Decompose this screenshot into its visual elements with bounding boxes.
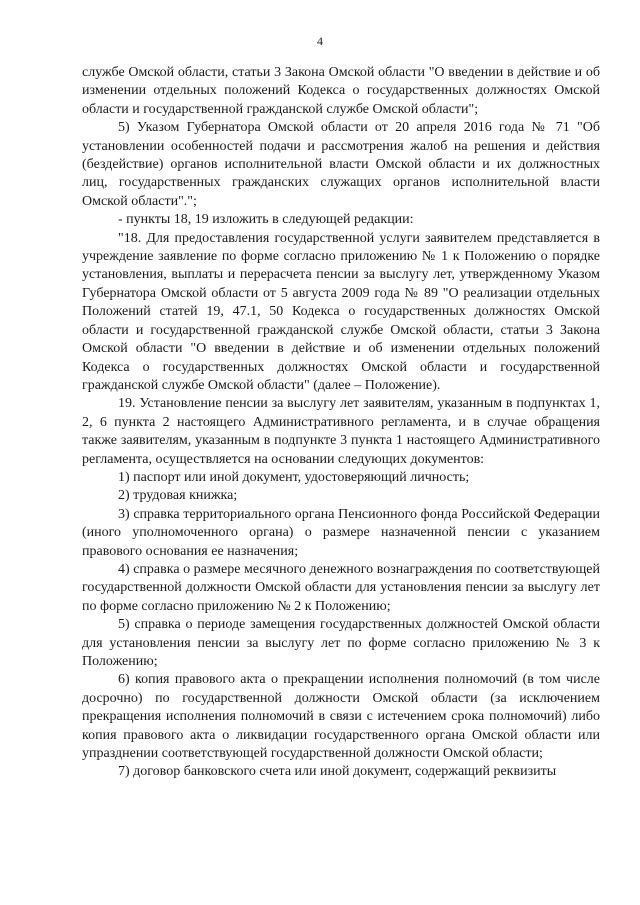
- list-item-1: 1) паспорт или иной документ, удостоверяющий личность;: [118, 469, 470, 485]
- paragraph-item-5: 5) Указом Губернатора Омской области от 20 апреля 2016 года № 71 "Об установлении особенностей подачи и рассмотрения жалоб на решения и действия (бездействие) органов исполнительной власти Омской области и их должностных лиц, государственных гражданских служащих органов исполнительной власти Омской области".";: [82, 120, 600, 209]
- list-item-6: 6) копия правового акта о прекращении исполнения полномочий (в том числе досрочно) по государственной должности Омской области (за исключением прекращения исполнения полномочий в связи с истечением срока полномочий) либо копия правового акта о ликвидации государственного органа Омской области или упразднении соответствующей государственной должности Омской области;: [82, 672, 600, 762]
- paragraph-point-18: "18. Для предоставления государственной услуги заявителем представляется в учреждение заявление по форме согласно приложению № 1 к Положению о порядке установления, выплаты и перерасчета пенсии за выслугу лет, утвержденному Указом Губернатора Омской области от 5 августа 2009 года № 89 "О реализации отдельных Положений статей 19, 47.1, 50 Кодекса о государственных должностях Омской области и государственной гражданской службе Омской области, статьи 3 Закона Омской области "О введении в действие и об изменении отдельных положений Кодекса о государственных должностях Омской области и государственной гражданской службе Омской области" (далее – Положение).: [82, 230, 600, 393]
- paragraph-continuation: службе Омской области, статьи 3 Закона Омской области "О введении в действие и об изменении отдельных положений Кодекса о государственных должностях Омской области и государственной гражданской службе Омской области";: [82, 65, 600, 117]
- list-item-2: 2) трудовая книжка;: [118, 488, 238, 504]
- paragraph-amendment-intro: - пункты 18, 19 изложить в следующей редакции:: [118, 212, 414, 228]
- page-number: 4: [317, 34, 323, 48]
- paragraph-point-19: 19. Установление пенсии за выслугу лет заявителям, указанным в подпунктах 1, 2, 6 пункта 2 настоящего Административного регламента, и в случае обращения также заявителям, указанным в подпункте 3 пункта 1 настоящего Административного регламента, осуществляется на основании следующих документов:: [82, 396, 600, 467]
- document-body: [82, 64, 600, 782]
- list-item-3: 3) справка территориального органа Пенсионного фонда Российской Федерации (иного уполномоченного органа) о размере назначенной пенсии с указанием правового основания ее назначения;: [82, 506, 600, 559]
- list-item-4: 4) справка о размере месячного денежного вознаграждения по соответствующей государственной должности Омской области для установления пенсии за выслугу лет по форме согласно приложению № 2 к Положению;: [82, 561, 600, 614]
- list-item-5: 5) справка о периоде замещения государственных должностей Омской области для установления пенсии за выслугу лет по форме согласно приложению № 3 к Положению;: [82, 617, 600, 669]
- list-item-7: 7) договор банковского счета или иной документ, содержащий реквизиты: [118, 764, 557, 780]
